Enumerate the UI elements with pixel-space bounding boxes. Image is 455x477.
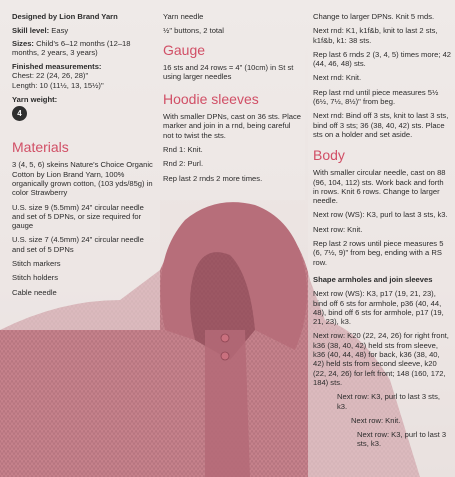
material-item: Stitch holders [12,273,59,283]
instruction-step: Rep last 2 rnds 2 more times. [163,173,263,183]
material-item: U.S. size 9 (5.5mm) 24" circular needle and set of 5 DPNs, or size required for gauge [12,202,144,231]
material-item: Cable needle [12,287,57,297]
instruction-step: Rnd 2: Purl. [163,159,204,169]
instruction-step: Next row: Knit. [313,224,363,234]
instruction-step: Next rnd: K1, k1f&b, knit to last 2 sts, k1f&b, k1: 38 sts. [313,26,438,45]
instruction-step: Next row: K20 (22, 24, 26) for right front, k36 (38, 40, 42) held sts from sleeve, k36 (40, 44, 48) for back, k36 (38, 40, 42) held sts from second sleeve, k20 (22, 24, 26) for left front; 148 (160, 172, 184) sts. [313,331,449,387]
instruction-step: Next row (WS): K3, p17 (19, 21, 23), bind off 6 sts for armhole, p36 (40, 44, 48), bind off 6 sts for armhole, p17 (19, 21, 23), k3. [313,289,444,327]
instruction-step: Next row: K3, purl to last 3 sts, k3. [357,430,447,449]
material-item: Stitch markers [12,259,61,269]
instruction-step: Rep last 6 rnds 2 (3, 4, 5) times more; 42 (44, 46, 48) sts. [313,49,452,69]
gauge-text: 16 sts and 24 rows = 4" (10cm) in St st using larger needles [163,62,294,81]
materials-heading: Materials [12,139,69,156]
instruction-step: With smaller DPNs, cast on 36 sts. Place marker and join in a rnd, being careful not to twist the sts. [163,112,301,140]
skill-level-value: Easy [51,26,69,36]
instruction-step: Next row: K3, purl to last 3 sts, k3. [337,392,440,411]
sizes [12,39,157,58]
column-right [313,12,451,454]
instruction-step: Next row (WS): K3, purl to last 3 sts, k3. [313,210,448,220]
hoodie-sleeves-heading: Hoodie sleeves [163,91,259,108]
yarn-weight-icon: 4 [12,106,27,121]
skill-level [12,26,157,35]
material-item: U.S. size 7 (4.5mm) 24" circular needle and set of 5 DPNs [12,235,144,254]
armhole-heading: Shape armholes and join sleeves [313,274,433,284]
length-measurement: Length: 10 (11½, 13, 15½)" [12,80,104,90]
column-middle [163,12,303,188]
material-item: Yarn needle [163,12,204,21]
material-item: 3 (4, 5, 6) skeins Nature’s Choice Organic Cotton by Lion Brand Yarn, 100% organically grown cotton, (103 yds/85g) in color Strawberry [12,160,153,198]
sizes-value: Child’s 6–12 months (12–18 months, 2 years, 3 years) [12,38,131,57]
instruction-step: Rep last 2 rows until piece measures 5 (6, 7½, 9)" from beg, ending with a RS row. [313,239,444,267]
instruction-step: Change to larger DPNs. Knit 5 rnds. [313,12,435,21]
instruction-step: Next rnd: Knit. [313,73,362,83]
sizes-label: Sizes: [12,38,34,48]
material-item: ½" buttons, 2 total [163,26,224,36]
designer-credit: Designed by Lion Brand Yarn [12,12,118,21]
measurements-heading: Finished measurements: [12,62,102,72]
skill-level-label: Skill level: [12,26,50,36]
instruction-step: With smaller circular needle, cast on 88 (96, 104, 112) sts. Work back and forth in rows. Knit 6 rows. Change to larger needle. [313,168,446,206]
instruction-step: Rep last rnd until piece measures 5½ (6½, 7½, 8½)" from beg. [313,87,439,107]
column-left [12,12,157,302]
instruction-step: Next row: Knit. [351,415,401,425]
chest-measurement: Chest: 22 (24, 26, 28)" [12,71,89,81]
yarn-weight-label: Yarn weight: [12,95,58,105]
instruction-step: Rnd 1: Knit. [163,145,203,155]
body-heading: Body [313,147,345,164]
gauge-heading: Gauge [163,41,206,58]
instruction-step: Next rnd: Bind off 3 sts, knit to last 3 sts, bind off 3 sts; 36 (38, 40, 42) sts. Place sts on a holder and set aside. [313,111,449,139]
